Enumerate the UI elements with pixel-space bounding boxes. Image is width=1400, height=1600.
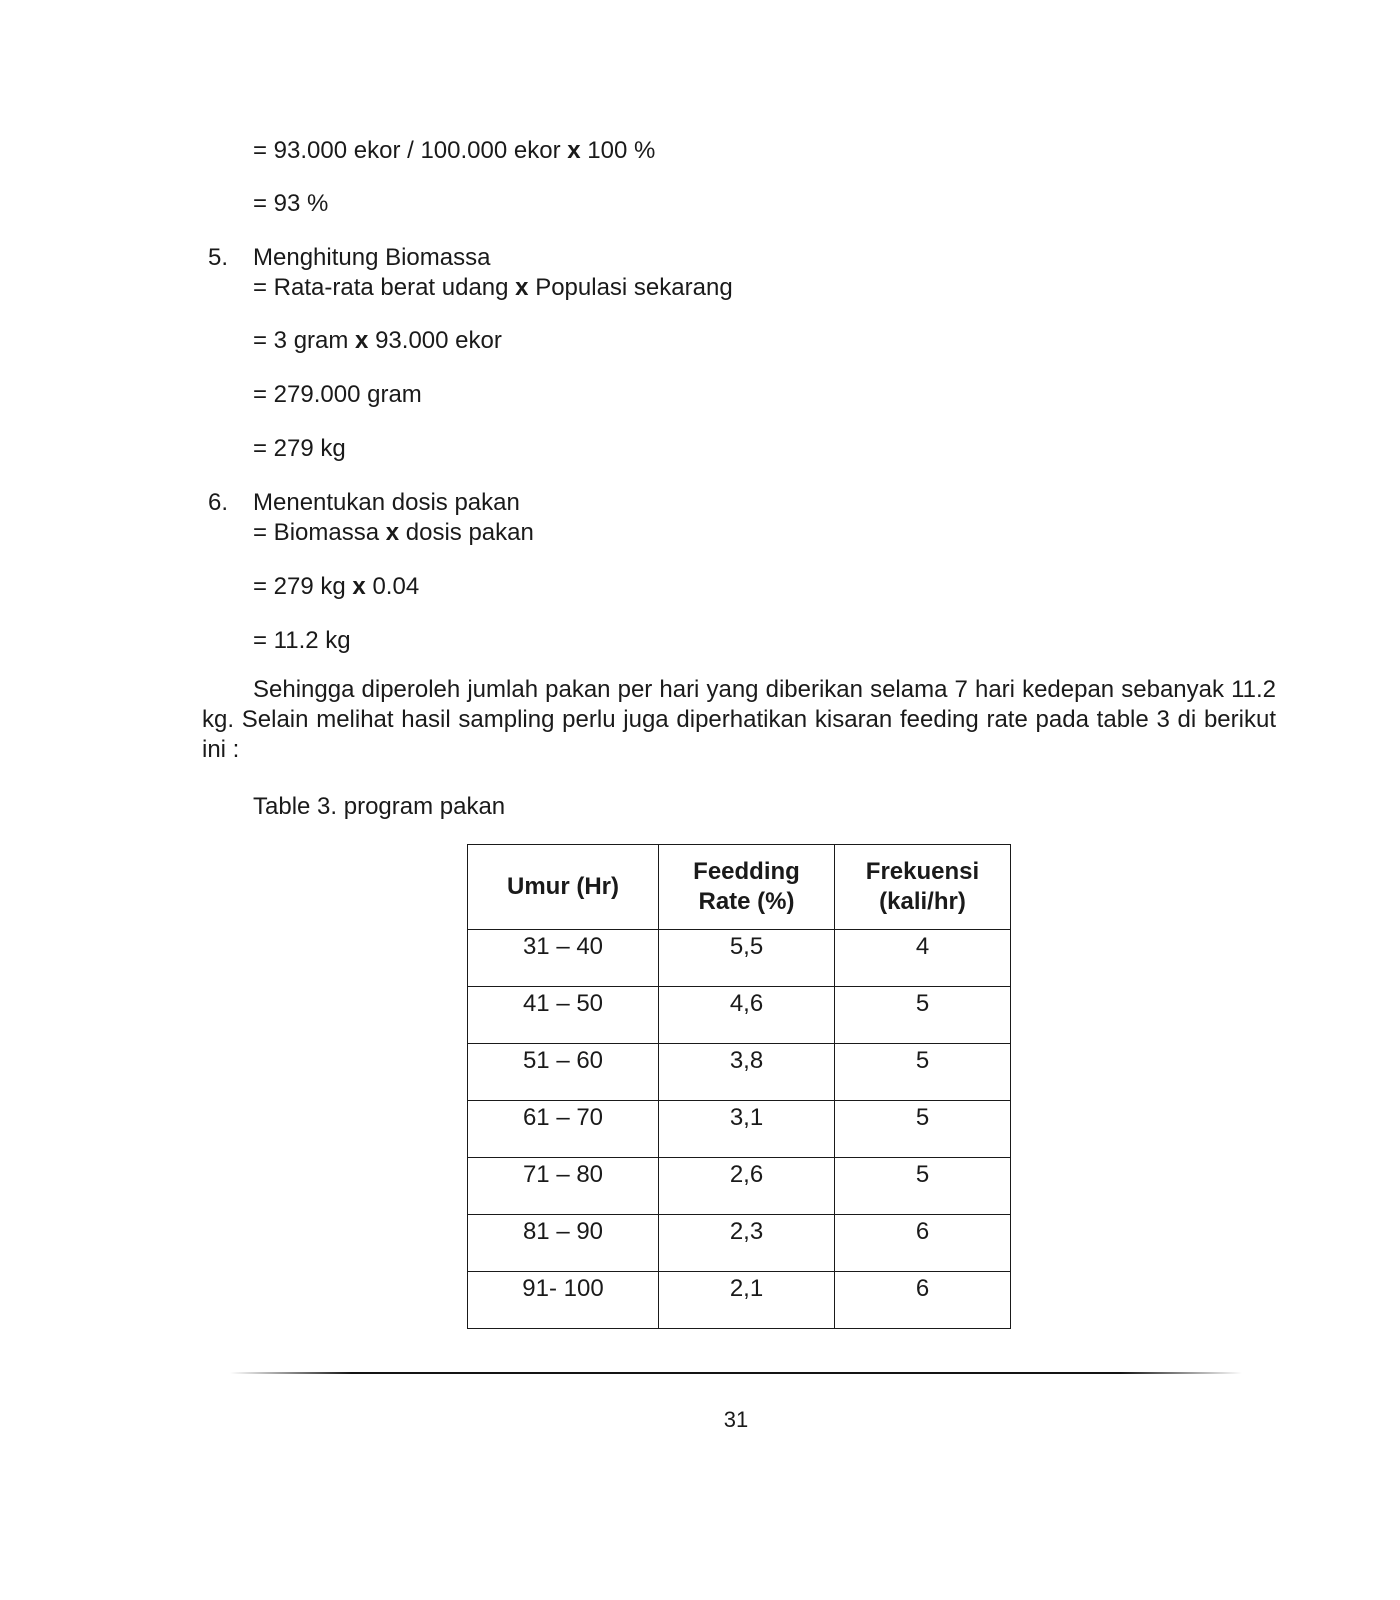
cell-umur: 91- 100 [468, 1272, 659, 1329]
header-umur: Umur (Hr) [468, 845, 659, 930]
cell-feeding-rate: 2,1 [659, 1272, 835, 1329]
table-row [468, 1158, 1011, 1215]
cell-frekuensi: 5 [835, 1044, 1011, 1101]
cell-frekuensi: 5 [835, 1158, 1011, 1215]
table-row [468, 987, 1011, 1044]
cell-umur: 31 – 40 [468, 930, 659, 987]
step6-number: 6. [208, 489, 229, 516]
table-caption: Table 3. program pakan [253, 793, 506, 820]
body-paragraph: Sehingga diperoleh jumlah pakan per hari yang diberikan selama 7 hari kedepan sebanyak 11.2 kg. Selain melihat hasil sampling perlu juga diperhatikan kisaran feeding rate pada table 3 di berikut ini : [202, 676, 1276, 763]
table-header-row [468, 845, 1011, 930]
feeding-program-table [467, 844, 1011, 1329]
step6-formula: = Biomassa x dosis pakan [253, 519, 534, 546]
cell-umur: 81 – 90 [468, 1215, 659, 1272]
survival-calc-line: = 93.000 ekor / 100.000 ekor x 100 % [253, 137, 656, 164]
step5-calc3: = 279 kg [253, 435, 346, 462]
header-feeding-rate: Feedding Rate (%) [659, 845, 835, 930]
cell-feeding-rate: 3,1 [659, 1101, 835, 1158]
table-row [468, 930, 1011, 987]
cell-feeding-rate: 2,6 [659, 1158, 835, 1215]
table-row [468, 1215, 1011, 1272]
step5-title: Menghitung Biomassa [253, 244, 491, 271]
cell-feeding-rate: 4,6 [659, 987, 835, 1044]
cell-umur: 41 – 50 [468, 987, 659, 1044]
survival-result-line: = 93 % [253, 190, 329, 217]
cell-feeding-rate: 2,3 [659, 1215, 835, 1272]
step5-calc2: = 279.000 gram [253, 381, 422, 408]
cell-frekuensi: 5 [835, 987, 1011, 1044]
step5-calc1: = 3 gram x 93.000 ekor [253, 327, 502, 354]
page-number: 31 [723, 1407, 749, 1432]
table-row [468, 1101, 1011, 1158]
cell-frekuensi: 6 [835, 1215, 1011, 1272]
cell-umur: 71 – 80 [468, 1158, 659, 1215]
cell-feeding-rate: 5,5 [659, 930, 835, 987]
cell-feeding-rate: 3,8 [659, 1044, 835, 1101]
step5-number: 5. [208, 244, 229, 271]
table-row [468, 1272, 1011, 1329]
step5-formula: = Rata-rata berat udang x Populasi sekarang [253, 274, 733, 301]
step6-calc1: = 279 kg x 0.04 [253, 573, 420, 600]
table-row [468, 1044, 1011, 1101]
footer-divider [230, 1372, 1242, 1374]
step6-calc2: = 11.2 kg [253, 627, 351, 654]
cell-umur: 51 – 60 [468, 1044, 659, 1101]
header-frekuensi: Frekuensi (kali/hr) [835, 845, 1011, 930]
cell-frekuensi: 4 [835, 930, 1011, 987]
step6-title: Menentukan dosis pakan [253, 489, 520, 516]
cell-frekuensi: 5 [835, 1101, 1011, 1158]
cell-umur: 61 – 70 [468, 1101, 659, 1158]
cell-frekuensi: 6 [835, 1272, 1011, 1329]
